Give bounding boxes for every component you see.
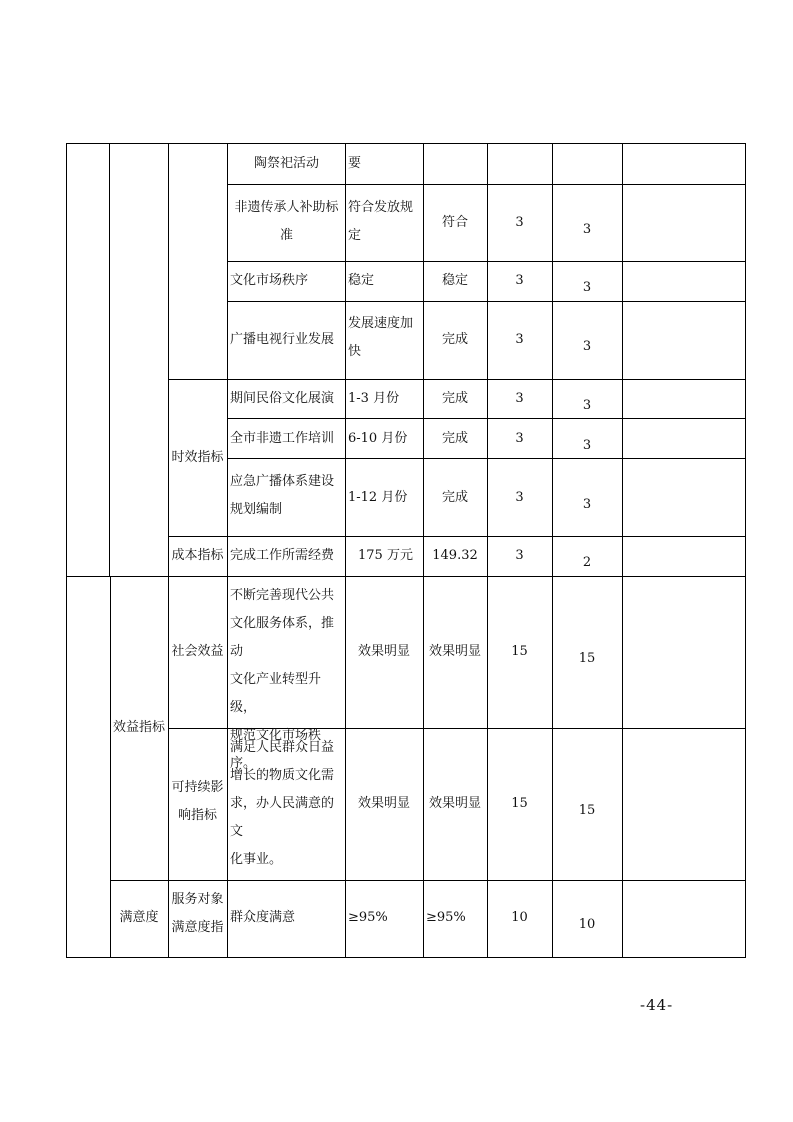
row-line: [227, 184, 746, 185]
target-cell: 稳定: [348, 273, 375, 288]
indicator-cell: 应急广播体系建设 规划编制: [230, 474, 335, 517]
row-line: [227, 261, 746, 262]
target-cell: 符合发放规 定: [348, 200, 414, 243]
table-border-bottom: [66, 957, 746, 958]
score-cell: 3: [582, 339, 592, 354]
score-cell: 15: [578, 803, 596, 818]
row-line: [227, 301, 746, 302]
indicator-cell: 期间民俗文化展演: [230, 391, 335, 406]
target-cell: ≥95%: [348, 910, 388, 925]
actual-cell: 完成: [441, 332, 468, 347]
level1-cell-satisfaction: 满意度: [119, 910, 159, 925]
table-border-top: [66, 143, 746, 144]
actual-cell: 149.32: [432, 548, 478, 563]
page-number: -44-: [640, 996, 674, 1014]
table-col-line-1: [109, 143, 110, 577]
actual-cell: 效果明显: [428, 796, 481, 811]
table-border-left: [66, 143, 67, 957]
target-cell: 1-3 月份: [348, 391, 400, 406]
actual-cell: 效果明显: [428, 644, 481, 659]
level2-cell-service: 服务对象 满意度指: [171, 892, 224, 935]
table-col-line-4: [345, 143, 346, 957]
weight-cell: 3: [515, 431, 524, 446]
target-cell: 6-10 月份: [348, 431, 408, 446]
weight-cell: 3: [515, 391, 524, 406]
row-line: [227, 418, 746, 419]
score-cell: 3: [582, 438, 592, 453]
indicator-cell: 全市非遗工作培训: [230, 431, 335, 446]
table-col-line-1b: [110, 577, 111, 957]
indicator-cell: 完成工作所需经费: [230, 548, 335, 563]
score-cell: 15: [578, 651, 596, 666]
indicator-cell: 广播电视行业发展: [230, 332, 335, 347]
weight-cell: 15: [511, 796, 528, 811]
level2-cell-timeliness: 时效指标: [171, 450, 224, 465]
score-cell: 3: [582, 222, 592, 237]
actual-cell: 符合: [441, 215, 468, 230]
actual-cell: 完成: [441, 391, 468, 406]
score-cell: 3: [582, 398, 592, 413]
target-cell: 效果明显: [357, 796, 410, 811]
actual-cell: 稳定: [441, 273, 468, 288]
level2-cell-cost: 成本指标: [171, 548, 224, 563]
indicator-cell: 不断完善现代公共 文化服务体系，推动 文化产业转型升级， 规范文化市场秩序。: [230, 588, 335, 771]
target-cell: 效果明显: [357, 644, 410, 659]
indicator-cell: 群众度满意: [230, 910, 296, 925]
indicator-cell: 文化市场秩序: [230, 273, 309, 288]
weight-cell: 3: [515, 548, 524, 563]
indicator-cell: 非遗传承人补助标 准: [234, 200, 339, 243]
score-cell: 3: [582, 280, 592, 295]
actual-cell: 完成: [441, 431, 468, 446]
score-cell: 10: [578, 917, 596, 932]
table-col-line-8: [622, 143, 623, 957]
row-line: [168, 379, 746, 380]
section-line: [66, 576, 746, 577]
weight-cell: 15: [511, 644, 528, 659]
weight-cell: 3: [515, 215, 524, 230]
actual-cell: ≥95%: [426, 910, 466, 925]
table-col-line-3: [227, 143, 228, 957]
table-border-right: [745, 143, 746, 957]
weight-cell: 3: [515, 490, 524, 505]
level2-cell-social: 社会效益: [171, 644, 224, 659]
weight-cell: 3: [515, 332, 524, 347]
target-cell: 1-12 月份: [348, 490, 408, 505]
row-line: [168, 536, 746, 537]
score-cell: 2: [582, 555, 592, 570]
target-cell: 要: [348, 156, 362, 171]
target-cell: 发展速度加 快: [348, 316, 414, 359]
level2-cell-sustain: 可持续影 响指标: [171, 780, 224, 823]
indicator-cell: 陶祭祀活动: [253, 156, 319, 171]
weight-cell: 10: [511, 910, 528, 925]
row-line: [110, 880, 746, 881]
target-cell: 175 万元: [358, 548, 413, 563]
actual-cell: 完成: [441, 490, 468, 505]
row-line: [227, 458, 746, 459]
indicator-cell: 满足人民群众日益 增长的物质文化需 求，办人民满意的文 化事业。: [230, 740, 335, 867]
level1-cell-benefit: 效益指标: [112, 720, 165, 735]
score-cell: 3: [582, 497, 592, 512]
weight-cell: 3: [515, 273, 524, 288]
